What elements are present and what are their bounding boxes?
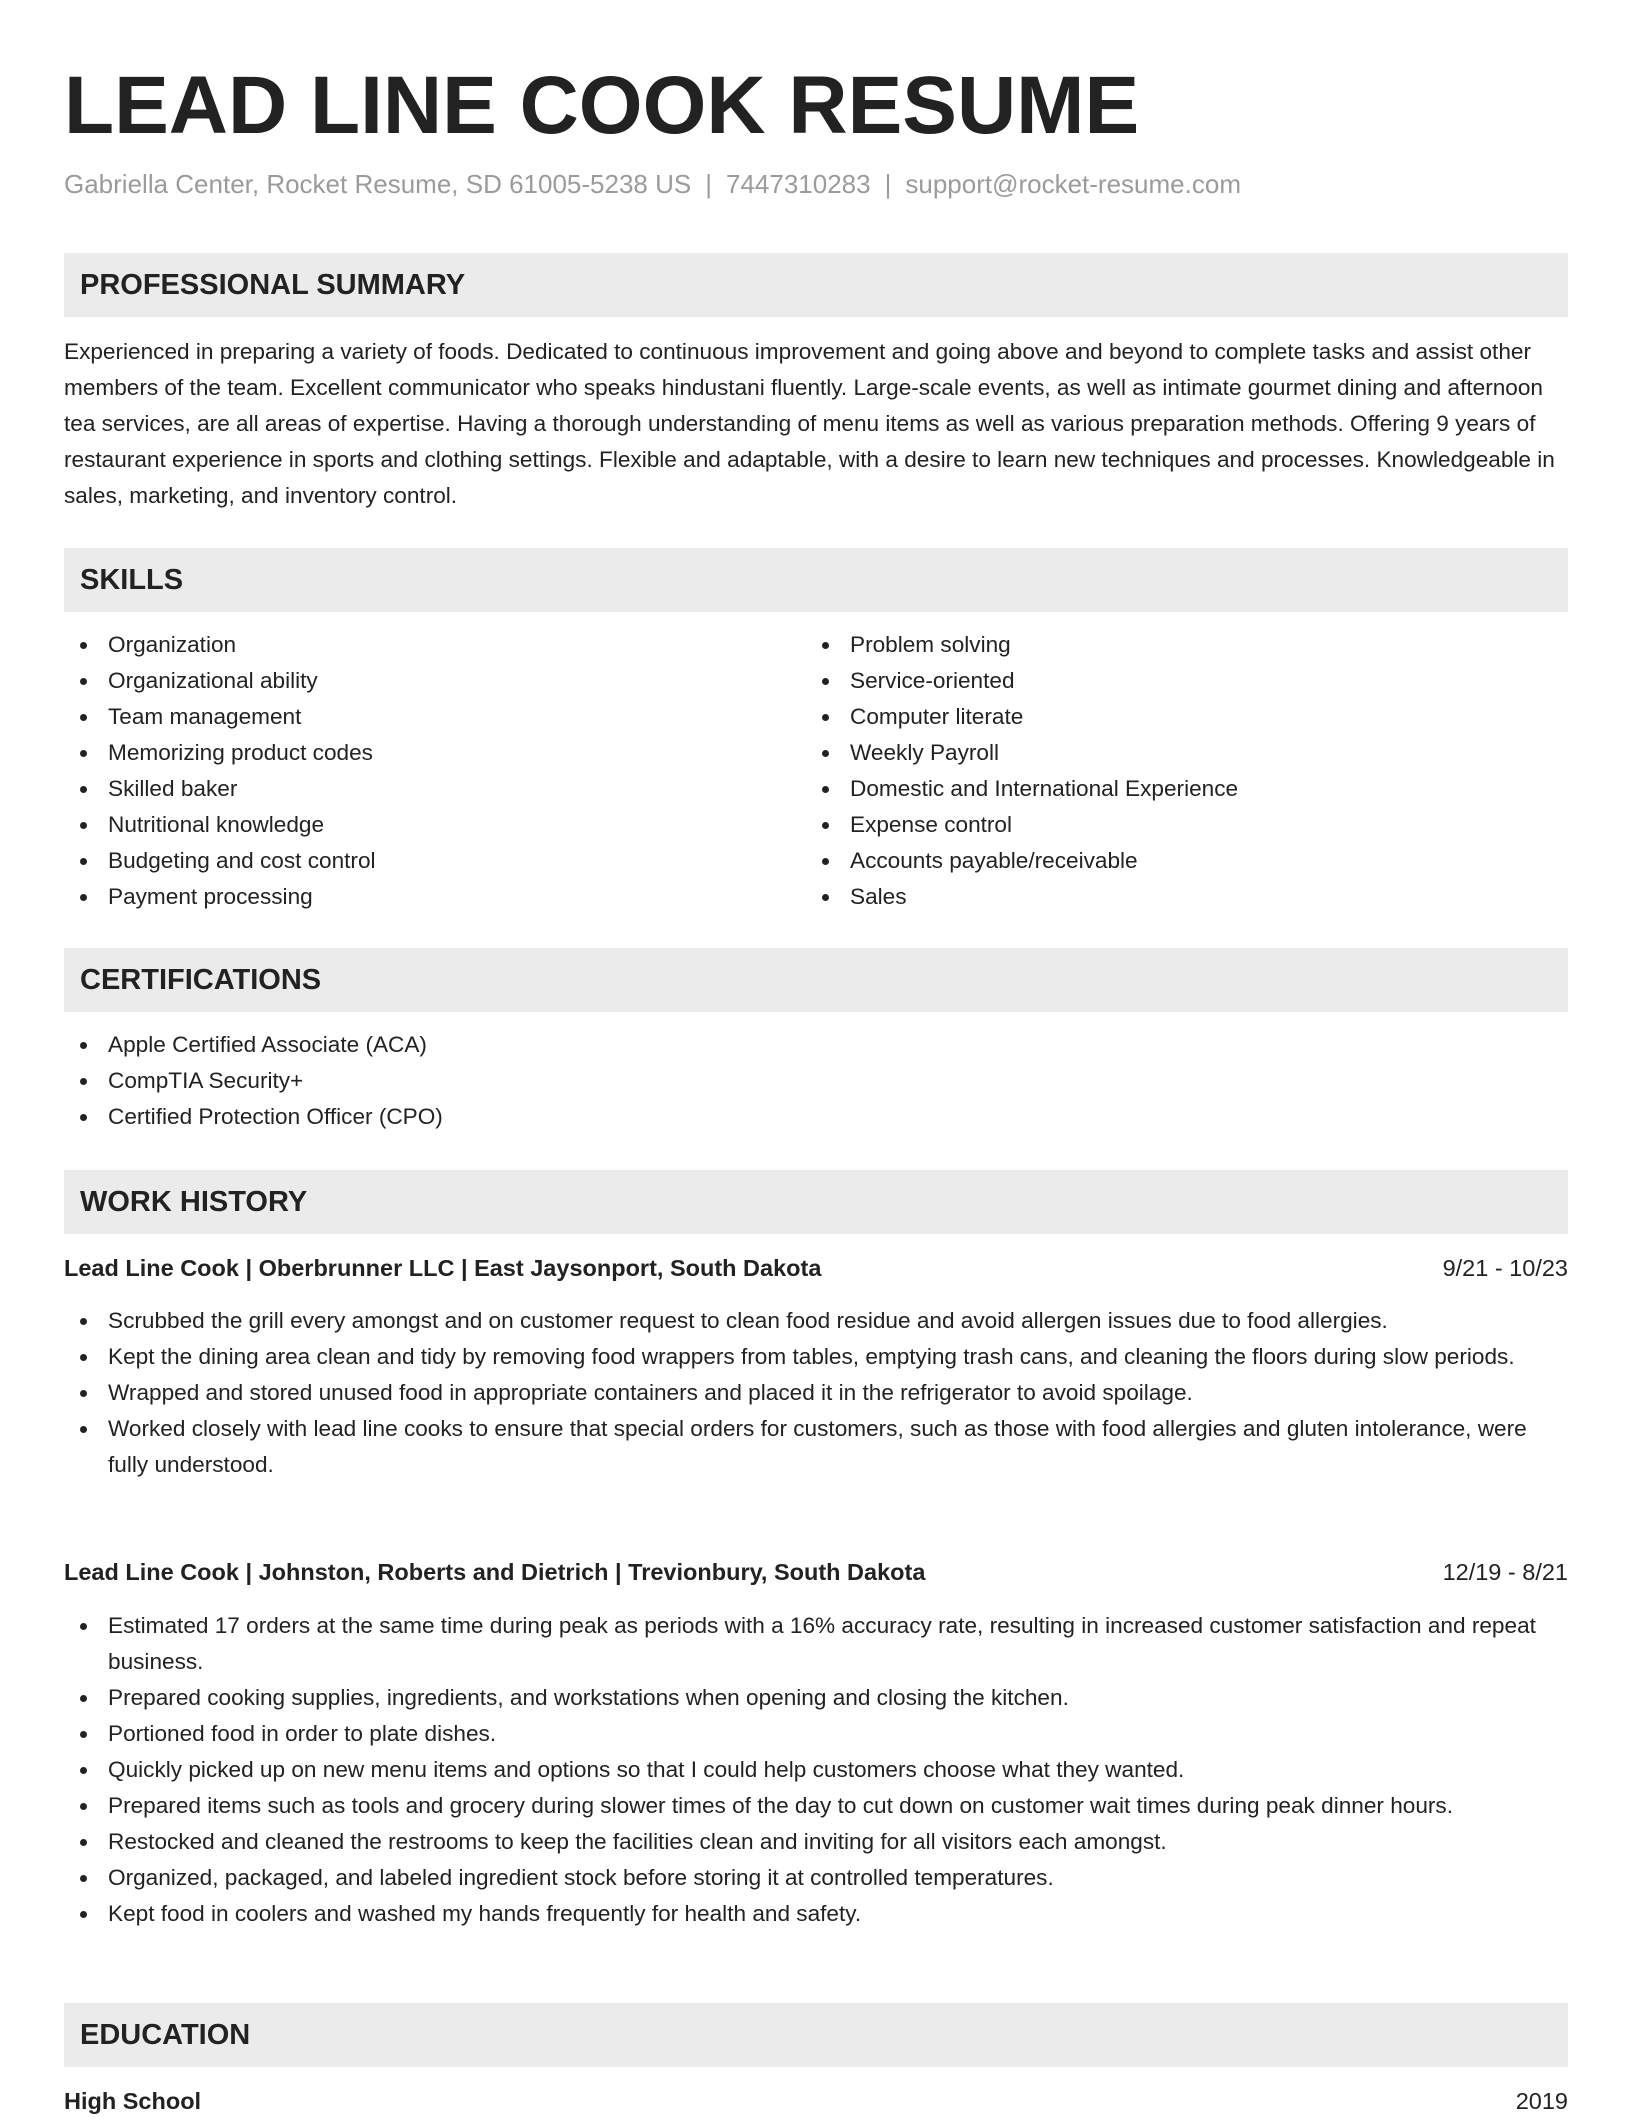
job-title: Lead Line Cook | Oberbrunner LLC | East Jaysonport, South Dakota [64, 1255, 822, 1281]
contact-phone: 7447310283 [725, 169, 871, 199]
certifications-heading: CERTIFICATIONS [80, 964, 322, 996]
skill-item: Accounts payable/receivable [806, 843, 1568, 879]
summary-section-header [64, 253, 1568, 317]
skill-item: Domestic and International Experience [806, 771, 1568, 807]
job-bullet: Portioned food in order to plate dishes. [64, 1716, 1568, 1752]
skill-item: Budgeting and cost control [64, 843, 804, 879]
contact-line [64, 166, 1241, 202]
education-entry [64, 2083, 1568, 2119]
job-bullet: Scrubbed the grill every amongst and on customer request to clean food residue and avoid allergen issues due to food allergies. [64, 1303, 1568, 1339]
job-bullet: Prepared cooking supplies, ingredients, and workstations when opening and closing the kitchen. [64, 1680, 1568, 1716]
certifications-list [64, 1027, 1568, 1135]
skill-item: Computer literate [806, 699, 1568, 735]
job-dates: 12/19 - 8/21 [1442, 1559, 1568, 1585]
skill-item: Organizational ability [64, 663, 804, 699]
job-bullets [64, 1608, 1568, 1932]
certification-item: CompTIA Security+ [64, 1063, 1568, 1099]
work-section-header [64, 1170, 1568, 1234]
certifications-section-header [64, 948, 1568, 1012]
job-bullet: Worked closely with lead line cooks to ensure that special orders for customers, such as those with food allergies and gluten intolerance, were fully understood. [64, 1411, 1568, 1483]
contact-separator: | [705, 169, 712, 199]
contact-email: support@rocket-resume.com [905, 169, 1241, 199]
job-bullets [64, 1303, 1568, 1483]
skill-item: Memorizing product codes [64, 735, 804, 771]
job-bullet: Kept the dining area clean and tidy by removing food wrappers from tables, emptying trash cans, and cleaning the floors during slow periods. [64, 1339, 1568, 1375]
work-heading: WORK HISTORY [80, 1186, 308, 1218]
certification-item: Apple Certified Associate (ACA) [64, 1027, 1568, 1063]
job-header [64, 1250, 1568, 1286]
skills-list-right [806, 627, 1568, 915]
resume-title: LEAD LINE COOK RESUME [64, 60, 1140, 151]
job-bullet: Restocked and cleaned the restrooms to keep the facilities clean and inviting for all visitors each amongst. [64, 1824, 1568, 1860]
education-heading: EDUCATION [80, 2019, 251, 2051]
skills-heading: SKILLS [80, 564, 184, 596]
education-school: High School [64, 2088, 202, 2114]
job-bullet: Prepared items such as tools and grocery during slower times of the day to cut down on customer wait times during peak dinner hours. [64, 1788, 1568, 1824]
job-bullet: Kept food in coolers and washed my hands frequently for health and safety. [64, 1896, 1568, 1932]
skill-item: Skilled baker [64, 771, 804, 807]
job-title: Lead Line Cook | Johnston, Roberts and Dietrich | Trevionbury, South Dakota [64, 1559, 926, 1585]
summary-text: Experienced in preparing a variety of foods. Dedicated to continuous improvement and going above and beyond to complete tasks and assist other members of the team. Excellent communicator who speaks hindustani fluently. Large-scale events, as well as intimate gourmet dining and afternoon tea services, are all areas of expertise. Having a thorough understanding of menu items as well as various preparation methods. Offering 9 years of restaurant experience in sports and clothing settings. Flexible and adaptable, with a desire to learn new techniques and processes. Knowledgeable in sales, marketing, and inventory control. [64, 339, 1555, 508]
skill-item: Expense control [806, 807, 1568, 843]
skill-item: Weekly Payroll [806, 735, 1568, 771]
skill-item: Team management [64, 699, 804, 735]
skill-item: Problem solving [806, 627, 1568, 663]
skill-item: Service-oriented [806, 663, 1568, 699]
job-bullet: Quickly picked up on new menu items and options so that I could help customers choose what they wanted. [64, 1752, 1568, 1788]
summary-heading: PROFESSIONAL SUMMARY [80, 269, 466, 301]
job-bullet: Wrapped and stored unused food in appropriate containers and placed it in the refrigerator to avoid spoilage. [64, 1375, 1568, 1411]
job-dates: 9/21 - 10/23 [1442, 1255, 1568, 1281]
skills-list-left [64, 627, 804, 915]
job-bullet: Estimated 17 orders at the same time during peak as periods with a 16% accuracy rate, resulting in increased customer satisfaction and repeat business. [64, 1608, 1568, 1680]
contact-address: Gabriella Center, Rocket Resume, SD 61005-5238 US [64, 169, 692, 199]
job-bullet: Organized, packaged, and labeled ingredient stock before storing it at controlled temperatures. [64, 1860, 1568, 1896]
skill-item: Nutritional knowledge [64, 807, 804, 843]
job-header [64, 1554, 1568, 1590]
education-year: 2019 [1515, 2088, 1568, 2114]
education-section-header [64, 2003, 1568, 2067]
skill-item: Organization [64, 627, 804, 663]
certification-item: Certified Protection Officer (CPO) [64, 1099, 1568, 1135]
skill-item: Sales [806, 879, 1568, 915]
skills-section-header [64, 548, 1568, 612]
skill-item: Payment processing [64, 879, 804, 915]
contact-separator: | [884, 169, 892, 199]
